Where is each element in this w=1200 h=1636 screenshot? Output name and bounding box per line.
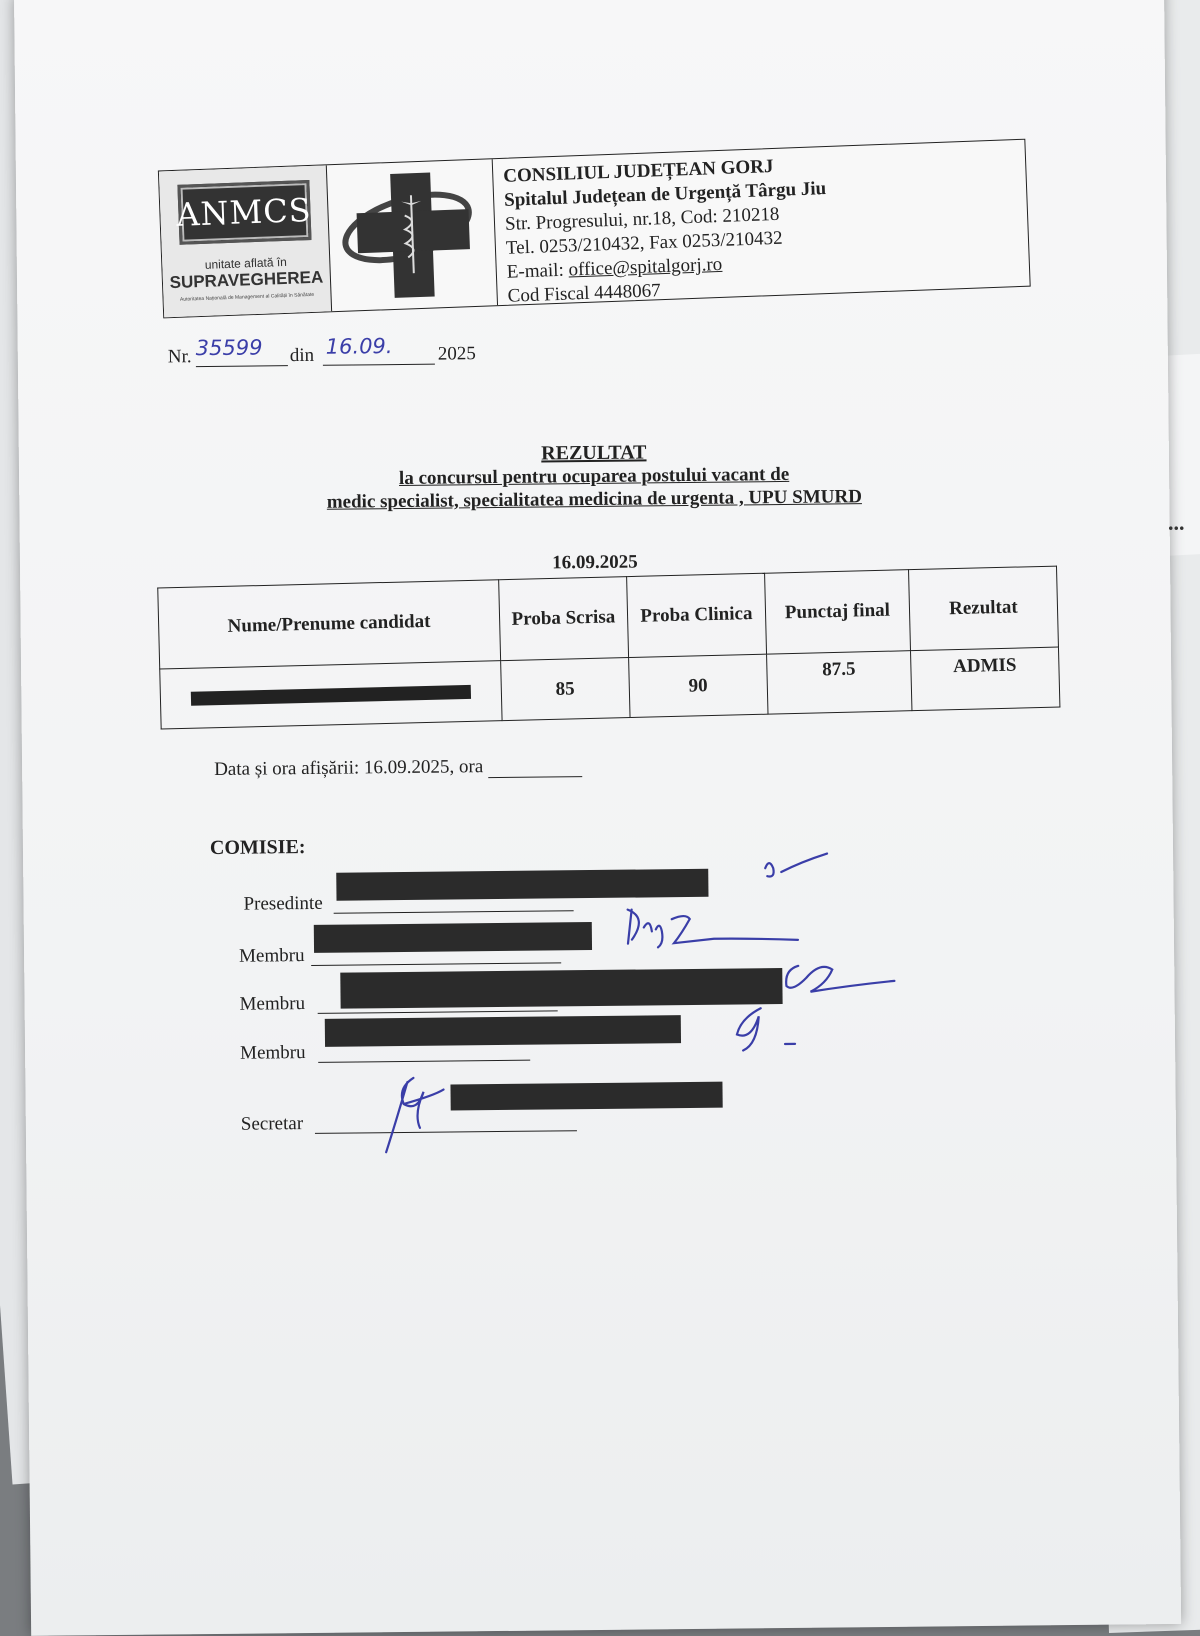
score-clinica: 90	[628, 654, 767, 717]
role-label: Secretar	[240, 1113, 304, 1135]
col-header-clinica: Proba Clinica	[626, 573, 766, 657]
col-header-rezultat: Rezultat	[908, 566, 1058, 651]
nr-label: Nr.	[167, 346, 192, 368]
signature-membru-2	[786, 965, 895, 992]
title-line-1-text: la concursul pentru ocuparea postului vacant de	[398, 463, 790, 490]
fiscal-code: Cod Fiscal 4448067	[507, 280, 662, 307]
role-label: Membru	[238, 945, 305, 967]
col-header-scrisa: Proba Scrisa	[498, 577, 628, 661]
col-header-final: Punctaj final	[764, 570, 910, 654]
hospital-phone: Tel. 0253/210432, Fax 0253/210432	[505, 227, 783, 259]
signature-membru-1	[628, 908, 798, 948]
logo-caption-3: Autoritatea Națională de Management al Calității în Sănătate	[179, 291, 315, 303]
role-label: Membru	[240, 1042, 306, 1064]
signature-membru-3	[737, 1008, 795, 1051]
score-final: 87.5	[766, 651, 911, 715]
signature-presedinte	[765, 854, 827, 877]
signature-secretar	[385, 1078, 444, 1153]
email-label: E-mail:	[506, 259, 569, 283]
role-label: Membru	[239, 993, 306, 1015]
institution-name: CONSILIUL JUDEȚEAN GORJ	[502, 155, 774, 187]
title-main: REZULTAT	[541, 441, 647, 465]
title-line-2-text: medic specialist, specialitatea medicina de urgenta , UPU SMURD	[326, 486, 862, 513]
score-scrisa: 85	[500, 658, 630, 721]
din-label: din	[289, 344, 315, 367]
commission-heading: COMISIE:	[209, 836, 306, 860]
handwritten-date: 16.09.	[325, 334, 393, 359]
document-page	[14, 0, 1181, 1636]
year: 2025	[437, 343, 476, 365]
hospital-address: Str. Progresului, nr.18, Cod: 210218	[504, 203, 780, 235]
handwritten-signatures	[14, 0, 1177, 1196]
result-status: ADMIS	[910, 647, 1060, 711]
contest-date: 16.09.2025	[552, 551, 638, 574]
posting-date-label: Data și ora afișării: 16.09.2025, ora	[214, 756, 484, 780]
col-header-name: Nume/Prenume candidat	[158, 580, 501, 669]
email-link[interactable]: office@spitalgorj.ro	[568, 253, 723, 281]
role-label: Presedinte	[243, 892, 323, 915]
logo-caption-1: unitate aflată în	[204, 254, 288, 272]
hospital-name: Spitalul Județean de Urgență Târgu Jiu	[503, 178, 827, 211]
anmcs-logo-mark: ANMCS	[177, 180, 311, 245]
logo-caption-2: SUPRAVEGHEREA	[169, 267, 324, 293]
handwritten-nr: 35599	[195, 335, 263, 361]
background-sheet-fragment: ...	[1168, 510, 1185, 535]
